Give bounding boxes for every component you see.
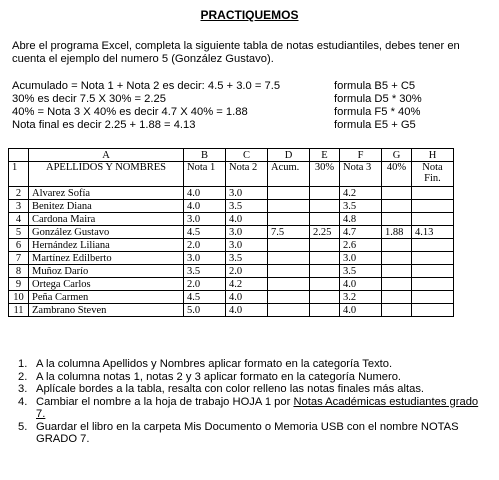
instruction-item <box>12 421 482 446</box>
grade-cell <box>412 291 454 304</box>
formula-row <box>12 80 492 93</box>
table-header-row <box>9 162 454 187</box>
student-name-cell: Hernández Liliana <box>29 239 184 252</box>
row-number: 1 <box>9 162 29 187</box>
formula-description: 30% es decir 7.5 X 30% = 2.25 <box>12 93 166 105</box>
grade-cell: 4.2 <box>226 278 268 291</box>
grade-cell <box>412 265 454 278</box>
student-name-cell: Ortega Carlos <box>29 278 184 291</box>
column-letter: G <box>382 149 412 162</box>
grade-cell: 4.2 <box>340 187 382 200</box>
instructions-list <box>12 358 482 446</box>
column-letter: D <box>268 149 310 162</box>
grade-cell <box>412 213 454 226</box>
grade-cell <box>412 200 454 213</box>
formula-expression: formula D5 * 30% <box>334 93 422 105</box>
grades-table-body <box>9 149 454 317</box>
grade-cell <box>268 304 310 317</box>
student-name-cell: González Gustavo <box>29 226 184 239</box>
row-number: 6 <box>9 239 29 252</box>
grade-cell <box>382 252 412 265</box>
table-row <box>9 239 454 252</box>
grade-cell <box>412 239 454 252</box>
table-row <box>9 278 454 291</box>
grade-cell: 4.0 <box>226 213 268 226</box>
column-letter: A <box>29 149 184 162</box>
instruction-text: A la columna notas 1, notas 2 y 3 aplicar formato en la categoría Numero. <box>36 370 402 383</box>
column-letter: E <box>310 149 340 162</box>
grade-cell <box>412 304 454 317</box>
row-number: 3 <box>9 200 29 213</box>
header-cell: Nota 3 <box>340 162 382 187</box>
grade-cell <box>268 265 310 278</box>
header-cell: APELLIDOS Y NOMBRES <box>29 162 184 187</box>
grade-cell: 3.5 <box>226 252 268 265</box>
instruction-text: Guardar el libro en la carpeta Mis Documento o Memoria USB con el nombre NOTAS GRADO 7. <box>36 420 459 445</box>
grade-cell <box>382 200 412 213</box>
intro-paragraph: Abre el programa Excel, completa la siguiente tabla de notas estudiantiles, debes tener en cuenta el ejemplo del numero 5 (González Gustavo). <box>12 40 460 65</box>
grade-cell: 3.0 <box>340 252 382 265</box>
grade-cell <box>268 239 310 252</box>
grade-cell: 2.0 <box>184 278 226 291</box>
instruction-number: 2. <box>18 370 28 383</box>
grade-cell: 7.5 <box>268 226 310 239</box>
formula-expression: formula B5 + C5 <box>334 80 416 92</box>
grades-table <box>8 148 454 317</box>
grade-cell: 4.5 <box>184 226 226 239</box>
grade-cell: 4.0 <box>226 304 268 317</box>
grade-cell: 2.25 <box>310 226 340 239</box>
grade-cell <box>268 200 310 213</box>
formula-description: 40% = Nota 3 X 40% es decir 4.7 X 40% = 1.88 <box>12 106 248 118</box>
header-cell: Acum. <box>268 162 310 187</box>
header-cell: Nota 2 <box>226 162 268 187</box>
grade-cell: 4.0 <box>226 291 268 304</box>
table-row <box>9 226 454 239</box>
student-name-cell: Benitez Diana <box>29 200 184 213</box>
grade-cell: 4.0 <box>184 187 226 200</box>
grade-cell <box>310 291 340 304</box>
instruction-item <box>12 396 482 421</box>
row-number: 4 <box>9 213 29 226</box>
instruction-number: 1. <box>18 358 28 370</box>
instruction-number: 4. <box>18 395 28 408</box>
grade-cell: 1.88 <box>382 226 412 239</box>
formula-description: Acumulado = Nota 1 + Nota 2 es decir: 4.5 + 3.0 = 7.5 <box>12 80 281 92</box>
instruction-text: Cambiar el nombre a la hoja de trabajo HOJA 1 por <box>36 395 294 408</box>
grade-cell <box>412 187 454 200</box>
sheet-name-text: Notas Académicas estudiantes grado 7. <box>36 395 479 420</box>
grade-cell <box>310 213 340 226</box>
grade-cell: 4.0 <box>340 278 382 291</box>
grade-cell <box>382 291 412 304</box>
grade-cell: 4.13 <box>412 226 454 239</box>
student-name-cell: Muñoz Darío <box>29 265 184 278</box>
student-name-cell: Cardona Maira <box>29 213 184 226</box>
grade-cell <box>310 239 340 252</box>
grade-cell <box>382 278 412 291</box>
grade-cell: 3.5 <box>340 265 382 278</box>
grade-cell <box>412 252 454 265</box>
student-name-cell: Alvarez Sofía <box>29 187 184 200</box>
grade-cell: 4.0 <box>184 200 226 213</box>
page-title: PRACTIQUEMOS <box>200 8 299 22</box>
grade-cell <box>310 278 340 291</box>
table-row <box>9 187 454 200</box>
grade-cell <box>268 252 310 265</box>
header-cell: 30% <box>310 162 340 187</box>
table-row <box>9 304 454 317</box>
grade-cell: 2.0 <box>184 239 226 252</box>
formula-expression: formula F5 * 40% <box>334 106 421 118</box>
table-row <box>9 200 454 213</box>
student-name-cell: Zambrano Steven <box>29 304 184 317</box>
row-number: 5 <box>9 226 29 239</box>
grade-cell <box>268 278 310 291</box>
grade-cell <box>382 239 412 252</box>
grade-cell <box>310 200 340 213</box>
grade-cell <box>310 265 340 278</box>
grade-cell: 4.5 <box>184 291 226 304</box>
grade-cell: 3.0 <box>184 252 226 265</box>
column-letter: C <box>226 149 268 162</box>
instruction-item <box>12 383 482 396</box>
row-number: 7 <box>9 252 29 265</box>
instruction-text: Aplícale bordes a la tabla, resalta con color relleno las notas finales más altas. <box>36 383 425 395</box>
table-row <box>9 213 454 226</box>
grade-cell <box>310 187 340 200</box>
student-name-cell: Peña Carmen <box>29 291 184 304</box>
column-letter <box>9 149 29 162</box>
table-row <box>9 265 454 278</box>
grade-cell: 3.5 <box>226 200 268 213</box>
grade-cell: 5.0 <box>184 304 226 317</box>
formula-row <box>12 119 492 132</box>
column-letter: B <box>184 149 226 162</box>
row-number: 8 <box>9 265 29 278</box>
header-cell: Nota 1 <box>184 162 226 187</box>
column-letter: F <box>340 149 382 162</box>
formula-row <box>12 106 492 119</box>
grade-cell: 2.6 <box>340 239 382 252</box>
grade-cell <box>268 213 310 226</box>
header-cell: 40% <box>382 162 412 187</box>
header-cell: Nota Fin. <box>412 162 454 187</box>
formula-description: Nota final es decir 2.25 + 1.88 = 4.13 <box>12 119 196 131</box>
instruction-number: 5. <box>18 420 28 433</box>
grade-cell: 3.5 <box>340 200 382 213</box>
column-letter: H <box>412 149 454 162</box>
column-letters-row <box>9 149 454 162</box>
grade-cell: 4.7 <box>340 226 382 239</box>
formula-row <box>12 93 492 106</box>
grade-cell: 3.0 <box>226 226 268 239</box>
row-number: 2 <box>9 187 29 200</box>
grade-cell: 3.5 <box>184 265 226 278</box>
grade-cell <box>382 213 412 226</box>
student-name-cell: Martínez Edilberto <box>29 252 184 265</box>
grade-cell <box>382 265 412 278</box>
grade-cell <box>268 187 310 200</box>
grade-cell <box>268 291 310 304</box>
row-number: 11 <box>9 304 29 317</box>
instruction-number: 3. <box>18 383 28 395</box>
row-number: 10 <box>9 291 29 304</box>
instruction-item <box>12 358 482 371</box>
grade-cell: 3.2 <box>340 291 382 304</box>
grade-cell <box>382 304 412 317</box>
grade-cell: 4.0 <box>340 304 382 317</box>
grade-cell: 4.8 <box>340 213 382 226</box>
grade-cell <box>310 304 340 317</box>
table-row <box>9 252 454 265</box>
table-row <box>9 291 454 304</box>
grade-cell: 3.0 <box>184 213 226 226</box>
instruction-item <box>12 371 482 384</box>
formula-expression: formula E5 + G5 <box>334 119 416 131</box>
grade-cell: 3.0 <box>226 187 268 200</box>
grade-cell <box>412 278 454 291</box>
grade-cell: 3.0 <box>226 239 268 252</box>
formula-examples <box>12 80 492 132</box>
grade-cell: 2.0 <box>226 265 268 278</box>
grade-cell <box>382 187 412 200</box>
row-number: 9 <box>9 278 29 291</box>
instruction-text: A la columna Apellidos y Nombres aplicar formato en la categoría Texto. <box>36 358 393 370</box>
grade-cell <box>310 252 340 265</box>
